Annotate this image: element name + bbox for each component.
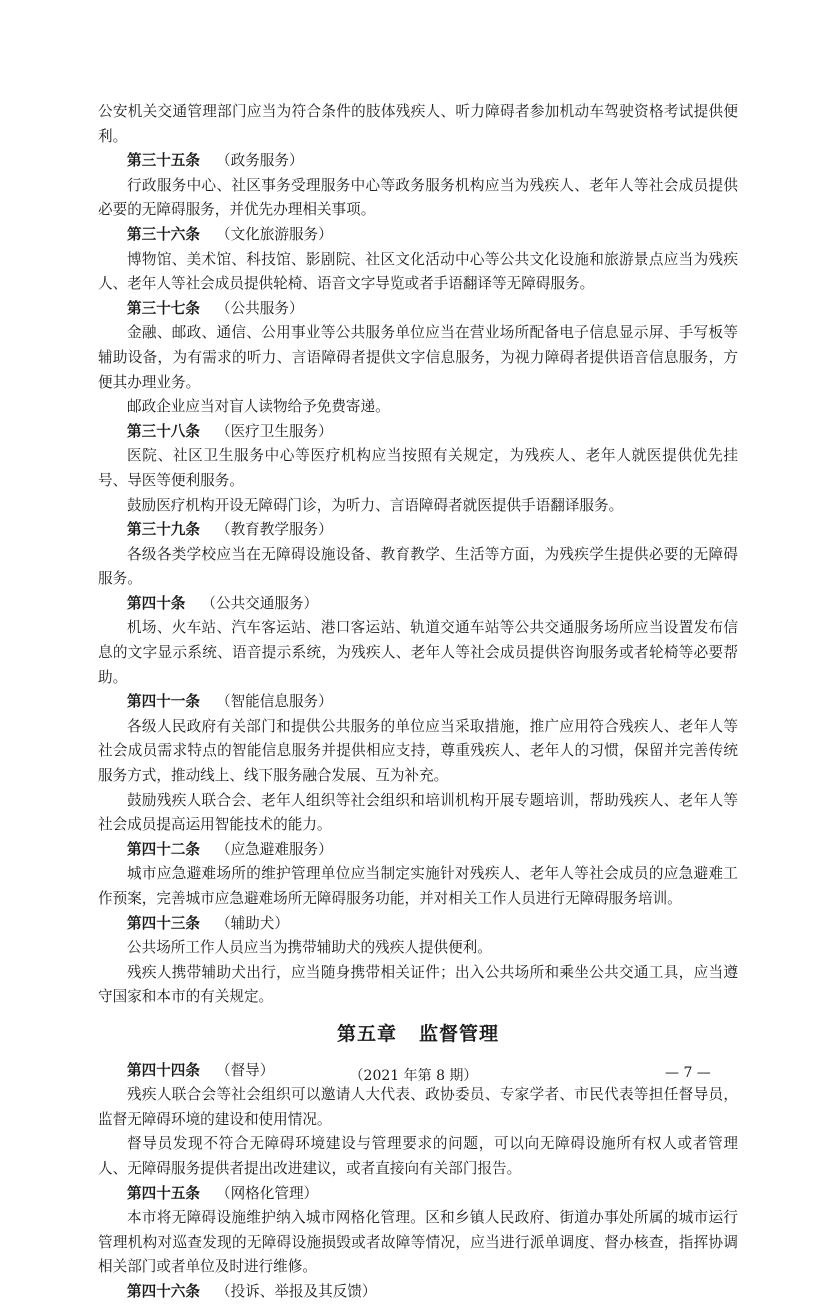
article-number: 第三十九条: [127, 521, 200, 539]
article-title: （智能信息服务）: [215, 693, 333, 711]
chapter-heading: [98, 1022, 738, 1047]
chapter-title: 监督管理: [419, 1022, 500, 1045]
paragraph: 鼓励医疗机构开设无障碍门诊，为听力、言语障碍者就医提供手语翻译服务。: [127, 496, 624, 514]
article-heading: [98, 518, 738, 543]
article-title: （投诉、举报及其反馈）: [215, 1282, 377, 1300]
article-heading: [98, 838, 738, 863]
article-heading: [98, 149, 738, 174]
article-heading: [98, 912, 738, 937]
article-number: 第三十五条: [127, 152, 200, 170]
article-number: 第三十八条: [127, 422, 200, 440]
issue-label: （2021 年第 8 期）: [349, 1068, 478, 1084]
paragraph: 机场、火车站、汽车客运站、港口客运站、轨道交通车站等公共交通服务场所应当设置发布信息的文字显示系统、语音提示系统，为残疾人、老年人等社会成员提供咨询服务或者轮椅等必要帮助。: [98, 619, 738, 686]
article-title: （医疗卫生服务）: [215, 422, 333, 440]
article-number: 第四十三条: [127, 914, 200, 932]
article-title: （辅助犬）: [215, 914, 289, 932]
article-title: （文化旅游服务）: [215, 225, 333, 243]
paragraph: 公安机关交通管理部门应当为符合条件的肢体残疾人、听力障碍者参加机动车驾驶资格考试提供便利。: [98, 103, 738, 145]
paragraph: 医院、社区卫生服务中心等医疗机构应当按照有关规定，为残疾人、老年人就医提供优先挂号、导医等便利服务。: [98, 447, 738, 489]
article-number: 第四十一条: [127, 693, 200, 711]
article-heading: [98, 1280, 738, 1305]
article-heading: [98, 223, 738, 248]
page-footer: [0, 1065, 827, 1089]
paragraph: 邮政企业应当对盲人读物给予免费寄递。: [127, 398, 390, 416]
article-heading: [98, 1182, 738, 1207]
article-title: （公共服务）: [215, 299, 304, 317]
article-number: 第四十五条: [127, 1184, 200, 1202]
article-heading: [98, 297, 738, 322]
paragraph: 鼓励残疾人联合会、老年人组织等社会组织和培训机构开展专题培训，帮助残疾人、老年人等社会成员提高运用智能技术的能力。: [98, 791, 738, 834]
document-body: [98, 100, 738, 1305]
article-number: 第四十条: [127, 594, 186, 612]
article-title: （政务服务）: [215, 152, 304, 170]
article-title: （应急避难服务）: [215, 840, 333, 858]
page-number: — 7 —: [665, 1065, 711, 1081]
article-number: 第四十四条: [127, 1061, 200, 1079]
article-number: 第三十六条: [127, 225, 200, 243]
paragraph: 博物馆、美术馆、科技馆、影剧院、社区文化活动中心等公共文化设施和旅游景点应当为残疾人、老年人等社会成员提供轮椅、语音文字导览或者手语翻译等无障碍服务。: [98, 250, 738, 293]
paragraph: 各级人民政府有关部门和提供公共服务的单位应当采取措施，推广应用符合残疾人、老年人等社会成员需求特点的智能信息服务并提供相应支持，尊重残疾人、老年人的习惯，保留并完善传统服务方式，推动线上、线下服务融合发展、互为补充。: [98, 717, 738, 785]
article-heading: [98, 690, 738, 715]
article-title: （公共交通服务）: [201, 594, 319, 612]
paragraph: 城市应急避难场所的维护管理单位应当制定实施针对残疾人、老年人等社会成员的应急避难工作预案，完善城市应急避难场所无障碍服务功能，并对相关工作人员进行无障碍服务培训。: [98, 865, 738, 907]
article-number: 第四十二条: [127, 840, 200, 858]
paragraph: 各级各类学校应当在无障碍设施设备、教育教学、生活等方面，为残疾学生提供必要的无障碍服务。: [98, 545, 738, 588]
chapter-number: 第五章: [336, 1022, 397, 1045]
article-heading: [98, 420, 738, 445]
paragraph: 督导员发现不符合无障碍环境建设与管理要求的问题，可以向无障碍设施所有权人或者管理人、无障碍服务提供者提出改进建议，或者直接向有关部门报告。: [98, 1135, 738, 1177]
paragraph: 金融、邮政、通信、公用事业等公共服务单位应当在营业场所配备电子信息显示屏、手写板等辅助设备，为有需求的听力、言语障碍者提供文字信息服务，为视力障碍者提供语音信息服务，方便其办理业务。: [98, 324, 738, 391]
article-number: 第四十六条: [127, 1282, 200, 1300]
article-title: （教育教学服务）: [215, 521, 333, 539]
paragraph: 残疾人携带辅助犬出行，应当随身携带相关证件；出入公共场所和乘坐公共交通工具，应当遵守国家和本市的有关规定。: [98, 963, 738, 1006]
paragraph: 公共场所工作人员应当为携带辅助犬的残疾人提供便利。: [127, 939, 492, 957]
paragraph: 残疾人联合会等社会组织可以邀请人大代表、政协委员、专家学者、市民代表等担任督导员，监督无障碍环境的建设和使用情况。: [98, 1086, 738, 1128]
paragraph: 行政服务中心、社区事务受理服务中心等政务服务机构应当为残疾人、老年人等社会成员提供必要的无障碍服务，并优先办理相关事项。: [98, 176, 738, 219]
article-title: （督导）: [215, 1061, 275, 1079]
paragraph: 本市将无障碍设施维护纳入城市网格化管理。区和乡镇人民政府、街道办事处所属的城市运行管理机构对巡查发现的无障碍设施损毁或者故障等情况，应当进行派单调度、督办核查，指挥协调相关部门或者单位及时进行维修。: [98, 1209, 738, 1276]
article-heading: [98, 592, 738, 617]
article-title: （网格化管理）: [215, 1184, 319, 1202]
article-number: 第三十七条: [127, 299, 200, 317]
